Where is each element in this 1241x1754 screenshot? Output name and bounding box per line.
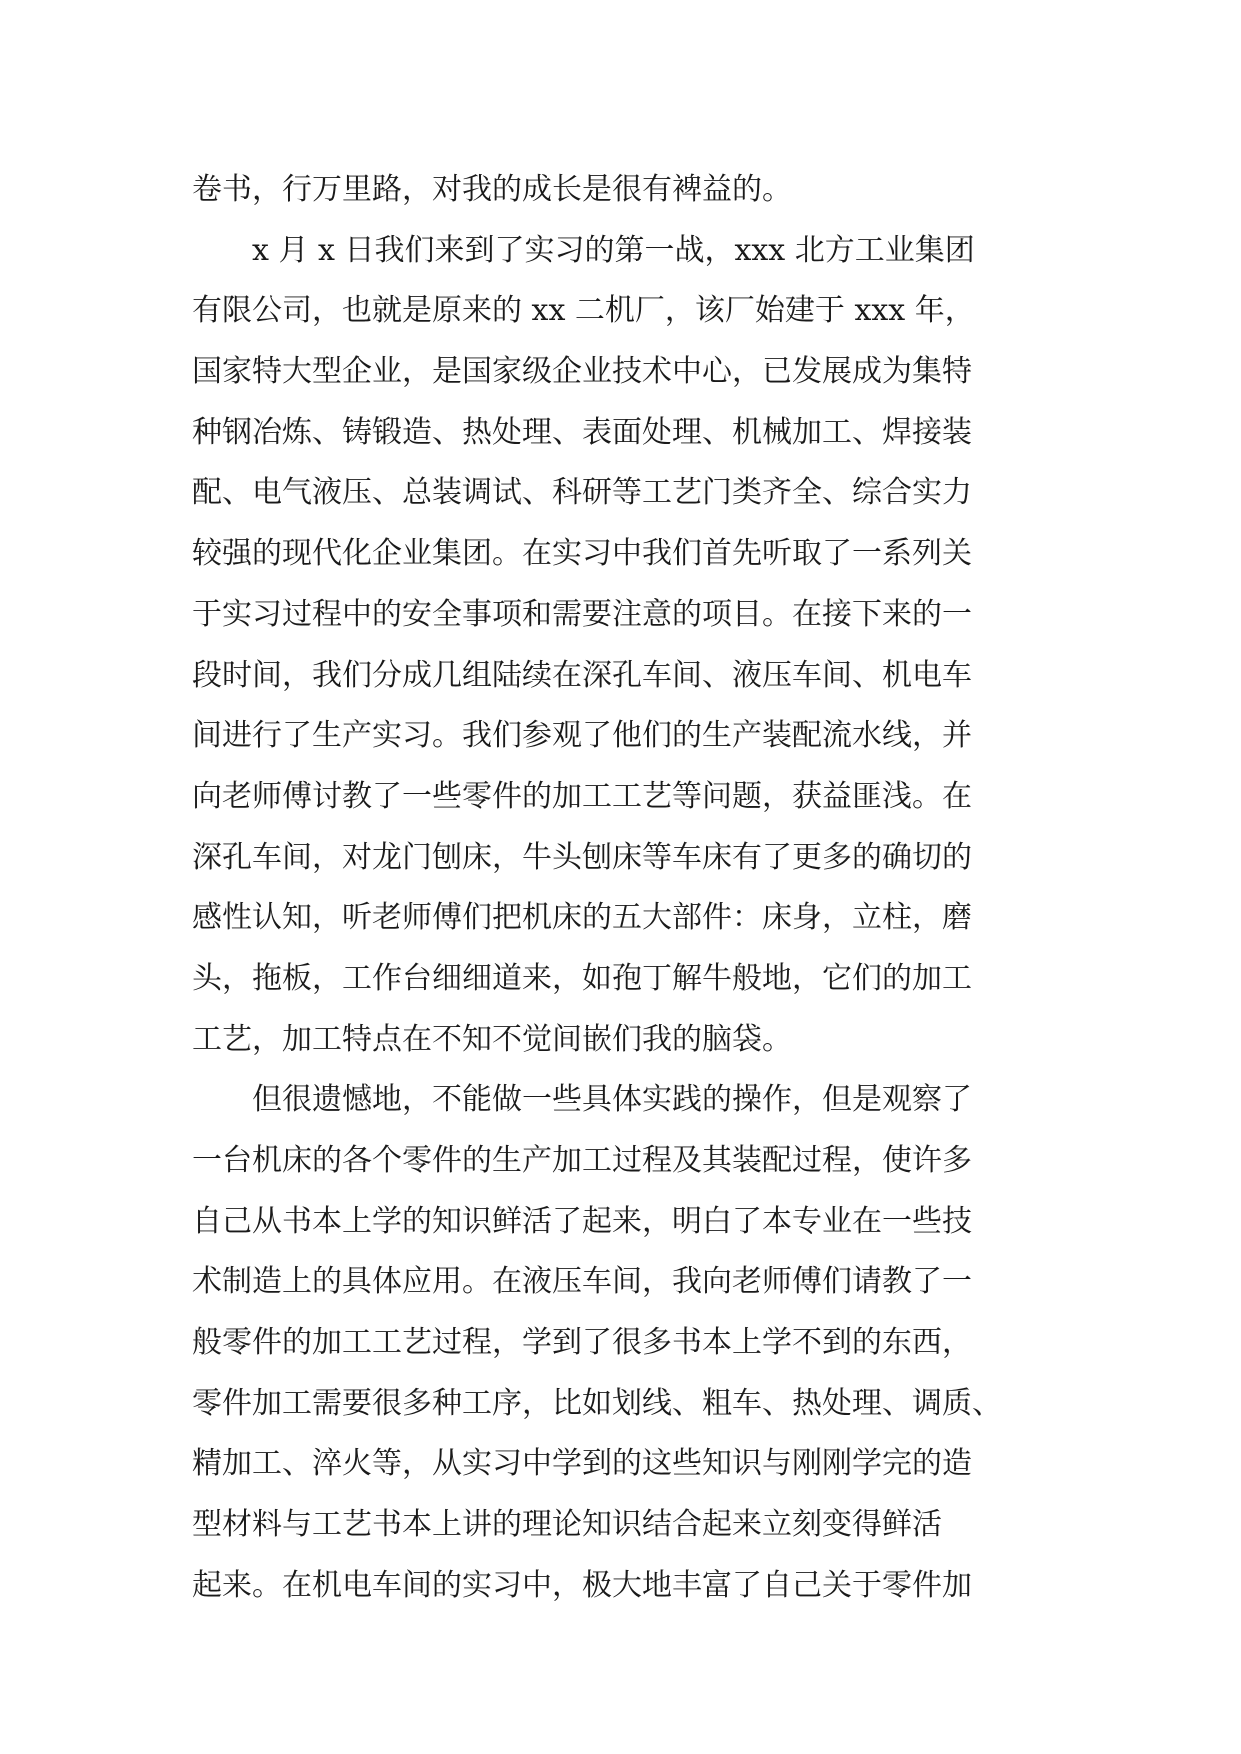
text-line: 术制造上的具体应用。在液压车间，我向老师傅们请教了一 bbox=[192, 1264, 972, 1300]
text-line: 型材料与工艺书本上讲的理论知识结合起来立刻变得鲜活 bbox=[192, 1507, 942, 1543]
text-line: 自己从书本上学的知识鲜活了起来，明白了本专业在一些技 bbox=[192, 1203, 972, 1239]
text-line: 般零件的加工工艺过程，学到了很多书本上学不到的东西， bbox=[192, 1325, 972, 1361]
text-line: 段时间，我们分成几组陆续在深孔车间、液压车间、机电车 bbox=[192, 657, 972, 693]
text-line: 有限公司，也就是原来的 xx 二机厂，该厂始建于 xxx 年， bbox=[192, 293, 975, 329]
text-line: 于实习过程中的安全事项和需要注意的项目。在接下来的一 bbox=[192, 596, 972, 632]
text-line: 零件加工需要很多种工序，比如划线、粗车、热处理、调质、 bbox=[192, 1385, 1002, 1421]
body-text bbox=[192, 160, 1072, 1617]
text-line: 工艺，加工特点在不知不觉间嵌们我的脑袋。 bbox=[192, 1021, 792, 1057]
text-line: 种钢冶炼、铸锻造、热处理、表面处理、机械加工、焊接装 bbox=[192, 414, 972, 450]
text-line: 国家特大型企业，是国家级企业技术中心，已发展成为集特 bbox=[192, 354, 972, 390]
text-line: 较强的现代化企业集团。在实习中我们首先听取了一系列关 bbox=[192, 536, 972, 572]
text-line: 一台机床的各个零件的生产加工过程及其装配过程，使许多 bbox=[192, 1143, 972, 1178]
text-line: 精加工、淬火等，从实习中学到的这些知识与刚刚学完的造 bbox=[192, 1446, 972, 1482]
text-line: 深孔车间，对龙门刨床，牛头刨床等车床有了更多的确切的 bbox=[192, 839, 972, 875]
text-line: x 月 x 日我们来到了实习的第一战，xxx 北方工业集团 bbox=[192, 232, 975, 268]
text-line: 但很遗憾地，不能做一些具体实践的操作，但是观察了 bbox=[192, 1082, 972, 1118]
text-line: 感性认知，听老师傅们把机床的五大部件：床身，立柱，磨 bbox=[192, 900, 972, 936]
text-line: 卷书，行万里路，对我的成长是很有裨益的。 bbox=[192, 172, 792, 207]
text-line: 间进行了生产实习。我们参观了他们的生产装配流水线，并 bbox=[192, 718, 972, 754]
text-line: 起来。在机电车间的实习中，极大地丰富了自己关于零件加 bbox=[192, 1567, 972, 1603]
text-line: 头，拖板，工作台细细道来，如孢丁解牛般地，它们的加工 bbox=[192, 960, 972, 996]
text-line: 配、电气液压、总装调试、科研等工艺门类齐全、综合实力 bbox=[192, 475, 972, 511]
text-line: 向老师傅讨教了一些零件的加工工艺等问题，获益匪浅。在 bbox=[192, 778, 972, 814]
